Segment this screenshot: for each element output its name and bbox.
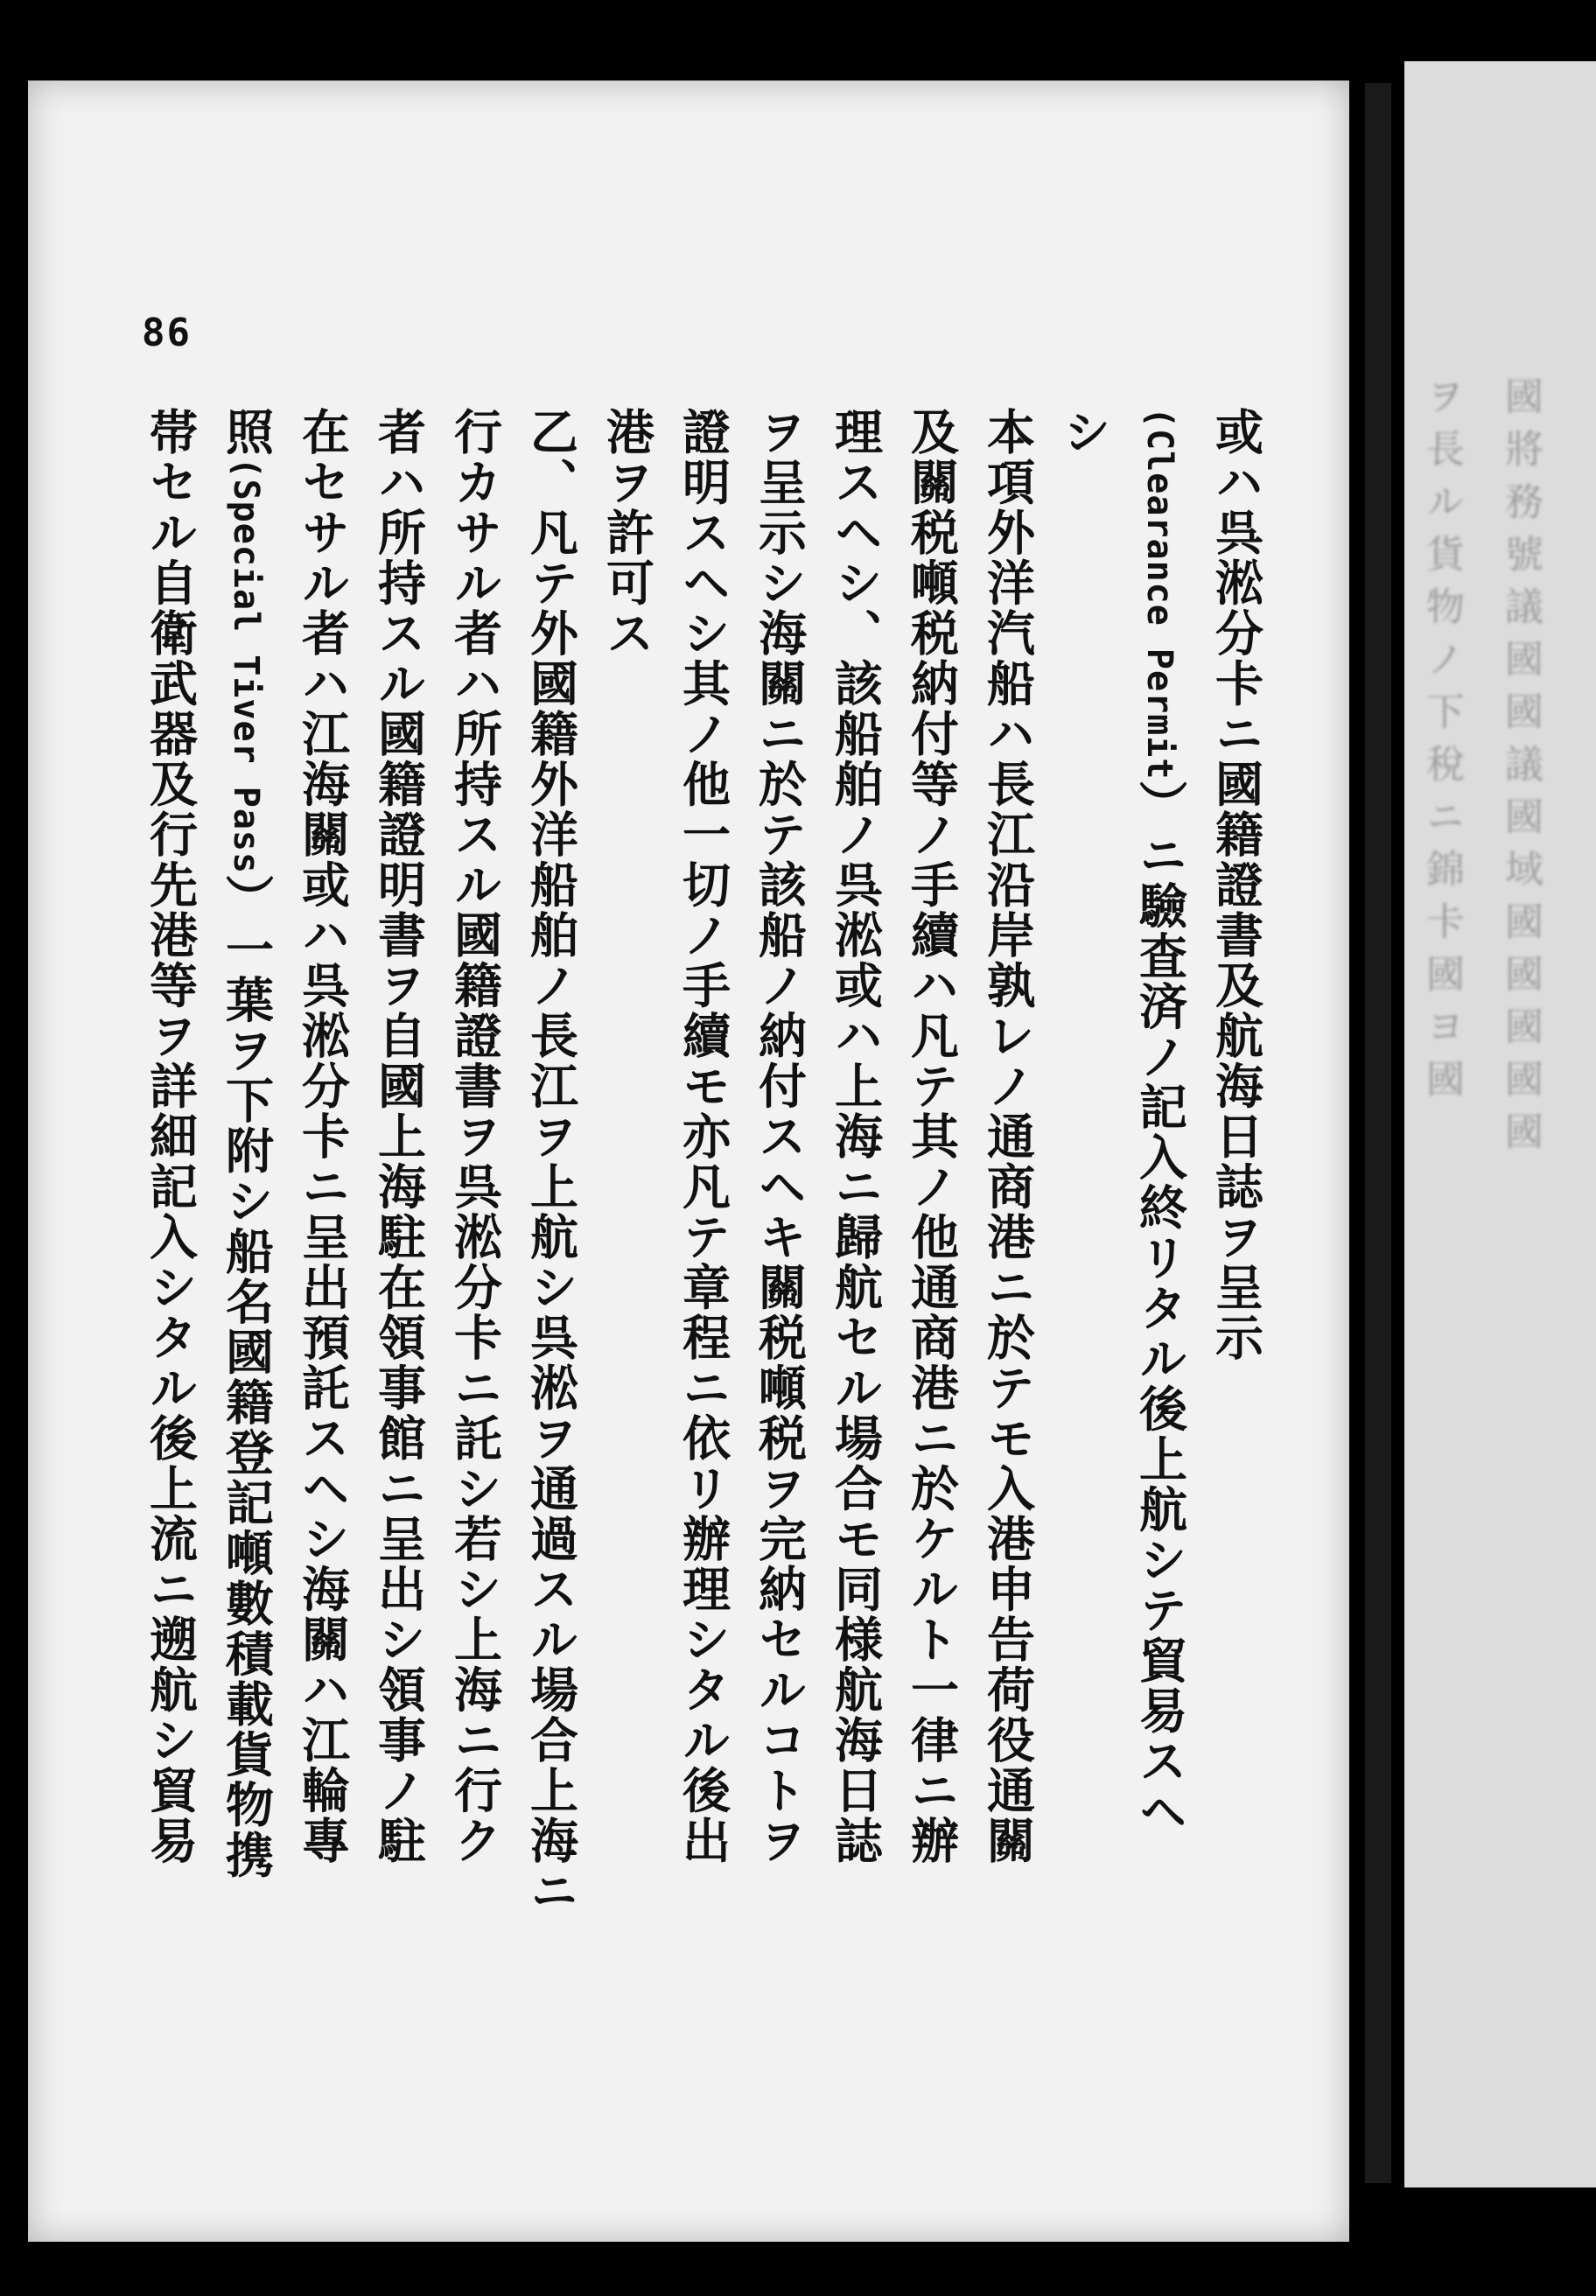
column-text: 行カサル者ハ所持スル國籍證書ヲ呉淞分卡ニ託シ若シ上海ニ行ク bbox=[446, 407, 503, 1866]
page-number: 86 bbox=[142, 311, 192, 355]
latin-term: (Clearance Permit bbox=[1139, 407, 1180, 780]
column-text: 在セサル者ハ江海關或ハ呉淞分卡ニ呈出預託スヘシ海關ハ江輪專 bbox=[294, 407, 351, 1866]
text-column bbox=[827, 407, 884, 1866]
text-column bbox=[1055, 407, 1112, 458]
column-text: 證明スヘシ其ノ他一切ノ手續モ亦凡テ章程ニ依リ辦理シタル後出 bbox=[675, 407, 732, 1866]
text-columns bbox=[144, 407, 1273, 2069]
text-column bbox=[1131, 407, 1188, 1837]
text-column bbox=[294, 407, 351, 1866]
column-text: 港ヲ許可ス bbox=[598, 407, 655, 659]
page-edge bbox=[1365, 83, 1391, 2183]
column-text: ）ニ驗査済ノ記入終リタル後上航シテ貿易スヘ bbox=[1131, 780, 1188, 1837]
text-column bbox=[751, 407, 808, 1866]
column-text: 者ハ所持スル國籍證明書ヲ自國上海駐在領事館ニ呈出シ領事ノ駐 bbox=[370, 407, 427, 1866]
text-column bbox=[142, 407, 199, 1866]
text-column bbox=[370, 407, 427, 1866]
text-column bbox=[903, 407, 960, 1866]
bleed-text: ヲ長ル貨物ノ下稅ニ錦卡國ヨ國 bbox=[1419, 376, 1464, 1111]
column-text: 本項外洋汽船ハ長江沿岸孰レノ通商港ニ於テモ入港申告荷役通關 bbox=[979, 407, 1036, 1866]
text-column bbox=[979, 407, 1036, 1866]
column-text: ）一葉ヲ下附シ船名國籍登記噸數積載貨物携 bbox=[218, 874, 275, 1881]
latin-term: (Special Tiver Pass bbox=[226, 457, 266, 875]
column-text: 帯セル自衛武器及行先港等ヲ詳細記入シタル後上流ニ遡航シ貿易 bbox=[142, 407, 199, 1866]
column-text: 及關税噸税納付等ノ手續ハ凡テ其ノ他通商港ニ於ケルト一律ニ辦 bbox=[903, 407, 960, 1866]
text-column bbox=[522, 407, 579, 1916]
text-column bbox=[446, 407, 503, 1866]
bleed-text: 國將務號議國國議國域國國國國國 bbox=[1498, 376, 1543, 1164]
column-text: 乙、凡テ外國籍外洋船舶ノ長江ヲ上航シ呉淞ヲ通過スル場合上海ニ bbox=[522, 407, 579, 1916]
column-text: 或ハ呉淞分卡ニ國籍證書及航海日誌ヲ呈示 bbox=[1208, 407, 1264, 1363]
text-column bbox=[218, 407, 275, 1881]
text-column bbox=[675, 407, 732, 1866]
column-text: 理スヘシ、該船舶ノ呉淞或ハ上海ニ歸航セル場合モ同様航海日誌 bbox=[827, 407, 884, 1866]
column-text: 照 bbox=[218, 407, 275, 458]
next-page-fragment bbox=[1404, 61, 1596, 2188]
column-text: シ bbox=[1055, 407, 1112, 458]
text-column bbox=[1208, 407, 1264, 1363]
text-column bbox=[598, 407, 655, 659]
column-text: ヲ呈示シ海關ニ於テ該船ノ納付スヘキ關税噸税ヲ完納セルコトヲ bbox=[751, 407, 808, 1866]
